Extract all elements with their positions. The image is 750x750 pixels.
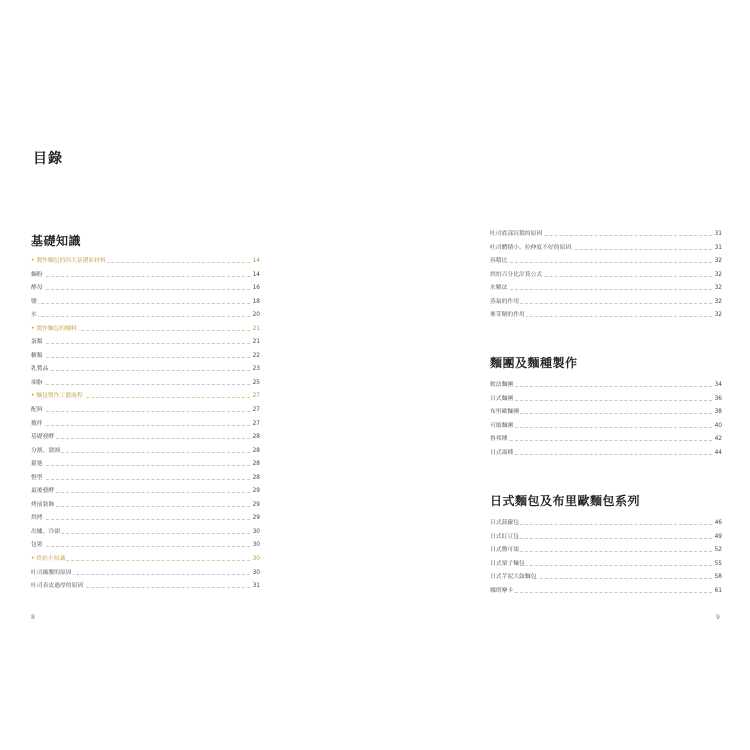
dot-leader: [31, 465, 260, 466]
dot-leader: [490, 386, 722, 387]
toc-entry[interactable]: [31, 363, 260, 377]
page-number-right: 9: [716, 614, 720, 621]
toc-entry[interactable]: [31, 418, 260, 432]
dot-leader: [31, 289, 260, 290]
toc-entry-label: 布里歐麵團: [490, 406, 520, 420]
toc-entry-label: 日式鹽可頌: [490, 544, 520, 558]
toc-entry-page: 32: [714, 296, 722, 310]
toc-entry-label: • 烘焙小知識: [31, 553, 66, 567]
toc-entry[interactable]: [490, 544, 722, 558]
toc-entry-page: 32: [714, 269, 722, 283]
toc-entry[interactable]: [490, 571, 722, 585]
toc-entry-page: 16: [252, 282, 260, 296]
page-number-left: 8: [31, 614, 35, 621]
toc-entry-page: 32: [714, 255, 722, 269]
toc-entry-label: 基礎發酵: [31, 431, 55, 445]
toc-entry[interactable]: [31, 580, 260, 594]
toc-subheading-entry[interactable]: [31, 390, 260, 404]
toc-entry-label: 攪拌: [31, 418, 44, 432]
dot-leader: [31, 384, 260, 385]
toc-entry-label: 配料: [31, 404, 44, 418]
toc-entry-page: 38: [714, 406, 722, 420]
toc-entry-page: 20: [252, 309, 260, 323]
toc-entries-dough: [490, 379, 722, 460]
toc-entry-page: 44: [714, 447, 722, 461]
toc-entry-label: 分割、滾圓: [31, 445, 61, 459]
toc-entry-page: 28: [252, 472, 260, 486]
dot-leader: [31, 492, 260, 493]
toc-entry[interactable]: [31, 404, 260, 418]
toc-entry-label: 包裝: [31, 539, 44, 553]
toc-entry-page: 23: [252, 363, 260, 377]
toc-entry-page: 36: [714, 393, 722, 407]
toc-entry-label: • 製作麵包的四大基礎原材料: [31, 255, 107, 269]
section-heading-japanese-brioche: 日式麵包及布里歐麵包系列: [490, 494, 641, 508]
toc-entry-label: 整型: [31, 472, 44, 486]
dot-leader: [490, 303, 722, 304]
toc-entry[interactable]: [490, 531, 722, 545]
toc-entry-label: 軟法麵團: [490, 379, 514, 393]
dot-leader: [31, 438, 260, 439]
toc-entry-label: 油脂: [31, 377, 44, 391]
toc-entry-label: 可頌麵團: [490, 420, 514, 434]
toc-entries-continued: [490, 228, 722, 323]
toc-entry-page: 28: [252, 431, 260, 445]
toc-entry[interactable]: [31, 526, 260, 540]
toc-entry[interactable]: [31, 445, 260, 459]
toc-subheading-entry[interactable]: [31, 255, 260, 269]
toc-entry[interactable]: [31, 431, 260, 445]
toc-entry-label: 蛋類: [31, 336, 44, 350]
toc-entry-label: 吐司底部沉積的原因: [490, 228, 543, 242]
toc-entry[interactable]: [31, 485, 260, 499]
dot-leader: [490, 592, 722, 593]
toc-entry[interactable]: [31, 269, 260, 283]
toc-entry-page: 30: [252, 553, 260, 567]
toc-entry-label: 日式菠蘿包: [490, 517, 520, 531]
toc-subheading-entry[interactable]: [31, 323, 260, 337]
toc-entries-japanese-brioche: [490, 517, 722, 598]
toc-title: 目錄: [33, 151, 63, 167]
toc-entry[interactable]: [31, 539, 260, 553]
toc-entry-page: 25: [252, 377, 260, 391]
dot-leader: [31, 425, 260, 426]
toc-entry-label: 酵母: [31, 282, 44, 296]
dot-leader: [490, 440, 722, 441]
toc-entry-label: 烘烤: [31, 512, 44, 526]
toc-entry-page: 14: [252, 269, 260, 283]
toc-entry-label: 蒸氣的作用: [490, 296, 520, 310]
dot-leader: [490, 454, 722, 455]
dot-leader: [490, 400, 722, 401]
toc-entry[interactable]: [490, 517, 722, 531]
toc-entry-page: 30: [252, 539, 260, 553]
toc-entry-label: 吐司縮腰的原因: [31, 567, 73, 581]
toc-entry[interactable]: [490, 393, 722, 407]
toc-entry-page: 27: [252, 390, 260, 404]
toc-entry-page: 22: [252, 350, 260, 364]
dot-leader: [490, 413, 722, 414]
dot-leader: [31, 316, 260, 317]
toc-entry[interactable]: [31, 296, 260, 310]
toc-entry-label: 乳製品: [31, 363, 49, 377]
dot-leader: [31, 370, 260, 371]
dot-leader: [490, 524, 722, 525]
toc-entries-basics: [31, 255, 260, 594]
toc-entry-page: 55: [714, 558, 722, 572]
toc-entry-label: 鬆弛: [31, 458, 44, 472]
toc-entry[interactable]: [490, 255, 722, 269]
toc-entry-page: 34: [714, 379, 722, 393]
dot-leader: [31, 276, 260, 277]
toc-entry-page: 18: [252, 296, 260, 310]
toc-entry-page: 52: [714, 544, 722, 558]
toc-entry-label: 日式湯種: [490, 447, 514, 461]
toc-entry-page: 32: [714, 309, 722, 323]
toc-entry-page: 46: [714, 517, 722, 531]
toc-entry-label: 最後發酵: [31, 485, 55, 499]
toc-entry[interactable]: [490, 420, 722, 434]
toc-entry-page: 61: [714, 585, 722, 599]
right-page: [375, 0, 750, 750]
toc-entry-label: 出爐、冷卻: [31, 526, 61, 540]
toc-entry-label: 水解法: [490, 282, 508, 296]
dot-leader: [31, 357, 260, 358]
toc-entry[interactable]: [31, 377, 260, 391]
toc-entry[interactable]: [490, 228, 722, 242]
dot-leader: [490, 262, 722, 263]
toc-entry[interactable]: [31, 567, 260, 581]
toc-entry-page: 29: [252, 485, 260, 499]
toc-entry[interactable]: [490, 282, 722, 296]
toc-entry-label: • 麵包製作工藝流程: [31, 390, 84, 404]
toc-subheading-entry[interactable]: [31, 553, 260, 567]
toc-entry-page: 29: [252, 499, 260, 513]
toc-entry-page: 42: [714, 433, 722, 447]
toc-entry-page: 31: [252, 580, 260, 594]
toc-entry-label: 魯邦種: [490, 433, 508, 447]
toc-entry[interactable]: [31, 350, 260, 364]
toc-entry-page: 30: [252, 567, 260, 581]
toc-entry-label: 日式栗子麵包: [490, 558, 526, 572]
toc-entry[interactable]: [490, 406, 722, 420]
toc-entry-page: 14: [252, 255, 260, 269]
dot-leader: [490, 538, 722, 539]
toc-entry[interactable]: [490, 269, 722, 283]
toc-entry-label: 糖類: [31, 350, 44, 364]
dot-leader: [31, 452, 260, 453]
dot-leader: [31, 519, 260, 520]
toc-entry-label: 水: [31, 309, 38, 323]
toc-entry-label: 日式芋泥大鼓麵包: [490, 571, 537, 585]
toc-entry-page: 28: [252, 445, 260, 459]
toc-entry-page: 32: [714, 282, 722, 296]
toc-entry-page: 40: [714, 420, 722, 434]
toc-entry[interactable]: [31, 512, 260, 526]
toc-entry-label: 娜塔摩卡: [490, 585, 514, 599]
toc-entry[interactable]: [31, 309, 260, 323]
toc-entry[interactable]: [31, 282, 260, 296]
toc-entry-label: 麥芽精的作用: [490, 309, 526, 323]
dot-leader: [31, 479, 260, 480]
toc-entry-label: • 製作麵包的輔料: [31, 323, 78, 337]
toc-entry[interactable]: [490, 447, 722, 461]
toc-entry-page: 49: [714, 531, 722, 545]
toc-entry-label: 日式紅豆包: [490, 531, 520, 545]
toc-entry[interactable]: [490, 309, 722, 323]
toc-entry[interactable]: [31, 472, 260, 486]
toc-entry-page: 27: [252, 418, 260, 432]
dot-leader: [31, 533, 260, 534]
section-heading-dough: 麵團及麵種製作: [490, 356, 578, 370]
toc-entry-label: 烘焙百分比計算公式: [490, 269, 543, 283]
dot-leader: [31, 303, 260, 304]
section-heading-basics: 基礎知識: [31, 234, 82, 248]
toc-entry-page: 28: [252, 458, 260, 472]
toc-entry-page: 21: [252, 323, 260, 337]
toc-entry-label: 吐司體積小、拉伸度不好的原因: [490, 242, 572, 256]
toc-entry-page: 29: [252, 512, 260, 526]
dot-leader: [31, 411, 260, 412]
dot-leader: [490, 427, 722, 428]
toc-entry-label: 鹽: [31, 296, 38, 310]
toc-entry-label: 麵粉: [31, 269, 44, 283]
toc-entry-page: 30: [252, 526, 260, 540]
toc-entry-label: 吐司表皮過厚的原因: [31, 580, 84, 594]
toc-entry[interactable]: [31, 499, 260, 513]
toc-entry[interactable]: [490, 558, 722, 572]
toc-entry[interactable]: [490, 379, 722, 393]
toc-entry[interactable]: [490, 296, 722, 310]
dot-leader: [31, 546, 260, 547]
toc-entry-label: 日式麵團: [490, 393, 514, 407]
toc-entry-page: 31: [714, 228, 722, 242]
toc-entry[interactable]: [490, 585, 722, 599]
dot-leader: [31, 343, 260, 344]
dot-leader: [490, 551, 722, 552]
toc-entry[interactable]: [31, 458, 260, 472]
toc-entry-label: 烤前裝飾: [31, 499, 55, 513]
dot-leader: [490, 289, 722, 290]
toc-entry-label: 容積比: [490, 255, 508, 269]
toc-entry[interactable]: [31, 336, 260, 350]
toc-entry-page: 31: [714, 242, 722, 256]
toc-entry-page: 27: [252, 404, 260, 418]
toc-entry-page: 58: [714, 571, 722, 585]
toc-entry-page: 21: [252, 336, 260, 350]
toc-entry[interactable]: [490, 242, 722, 256]
toc-entry[interactable]: [490, 433, 722, 447]
dot-leader: [31, 506, 260, 507]
